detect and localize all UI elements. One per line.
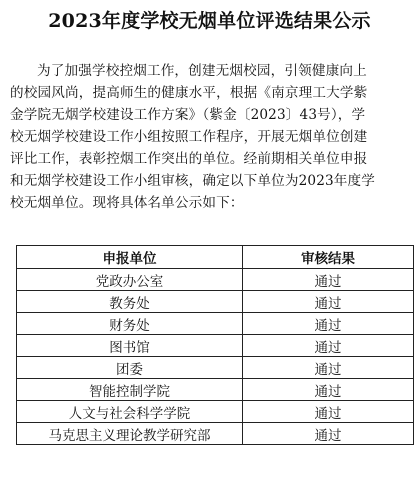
unit-cell: 教务处 [17, 291, 243, 313]
paragraph-line: 为了加强学校控烟工作，创建无烟校园，引领健康向上 [37, 63, 367, 79]
header-result: 审核结果 [243, 246, 414, 269]
table-row [17, 335, 414, 357]
result-cell: 通过 [243, 423, 414, 445]
table-row [17, 401, 414, 423]
paragraph-line: 的校园风尚，提高师生的健康水平，根据《南京理工大学紫 [10, 85, 368, 101]
result-cell: 通过 [243, 335, 414, 357]
notice-paragraph [10, 60, 415, 214]
table-row [17, 423, 414, 445]
unit-cell: 党政办公室 [17, 269, 243, 291]
table-row [17, 379, 414, 401]
header-unit: 申报单位 [17, 246, 243, 269]
paragraph-line: 校无烟学校建设工作小组按照工作程序，开展无烟单位创建 [10, 129, 368, 145]
table-row [17, 357, 414, 379]
result-cell: 通过 [243, 291, 414, 313]
unit-cell: 图书馆 [17, 335, 243, 357]
result-cell: 通过 [243, 379, 414, 401]
unit-cell: 人文与社会科学学院 [17, 401, 243, 423]
unit-cell: 财务处 [17, 313, 243, 335]
result-cell: 通过 [243, 313, 414, 335]
table-row [17, 291, 414, 313]
unit-cell: 马克思主义理论教学研究部 [17, 423, 243, 445]
unit-cell: 智能控制学院 [17, 379, 243, 401]
document-title: 2023年度学校无烟单位评选结果公示 [48, 10, 371, 32]
result-cell: 通过 [243, 269, 414, 291]
unit-cell: 团委 [17, 357, 243, 379]
paragraph-line: 和无烟学校建设工作小组审核，确定以下单位为2023年度学 [10, 173, 376, 189]
table-header-row [17, 246, 414, 269]
paragraph-line: 评比工作，表彰控烟工作突出的单位。经前期相关单位申报 [10, 151, 368, 167]
result-cell: 通过 [243, 401, 414, 423]
result-table [16, 245, 414, 445]
table-row [17, 313, 414, 335]
paragraph-line: 校无烟单位。现将具体名单公示如下： [10, 195, 244, 211]
paragraph-line: 金学院无烟学校建设工作方案》（紫金〔2023〕43号），学 [10, 107, 366, 123]
table-row [17, 269, 414, 291]
result-cell: 通过 [243, 357, 414, 379]
